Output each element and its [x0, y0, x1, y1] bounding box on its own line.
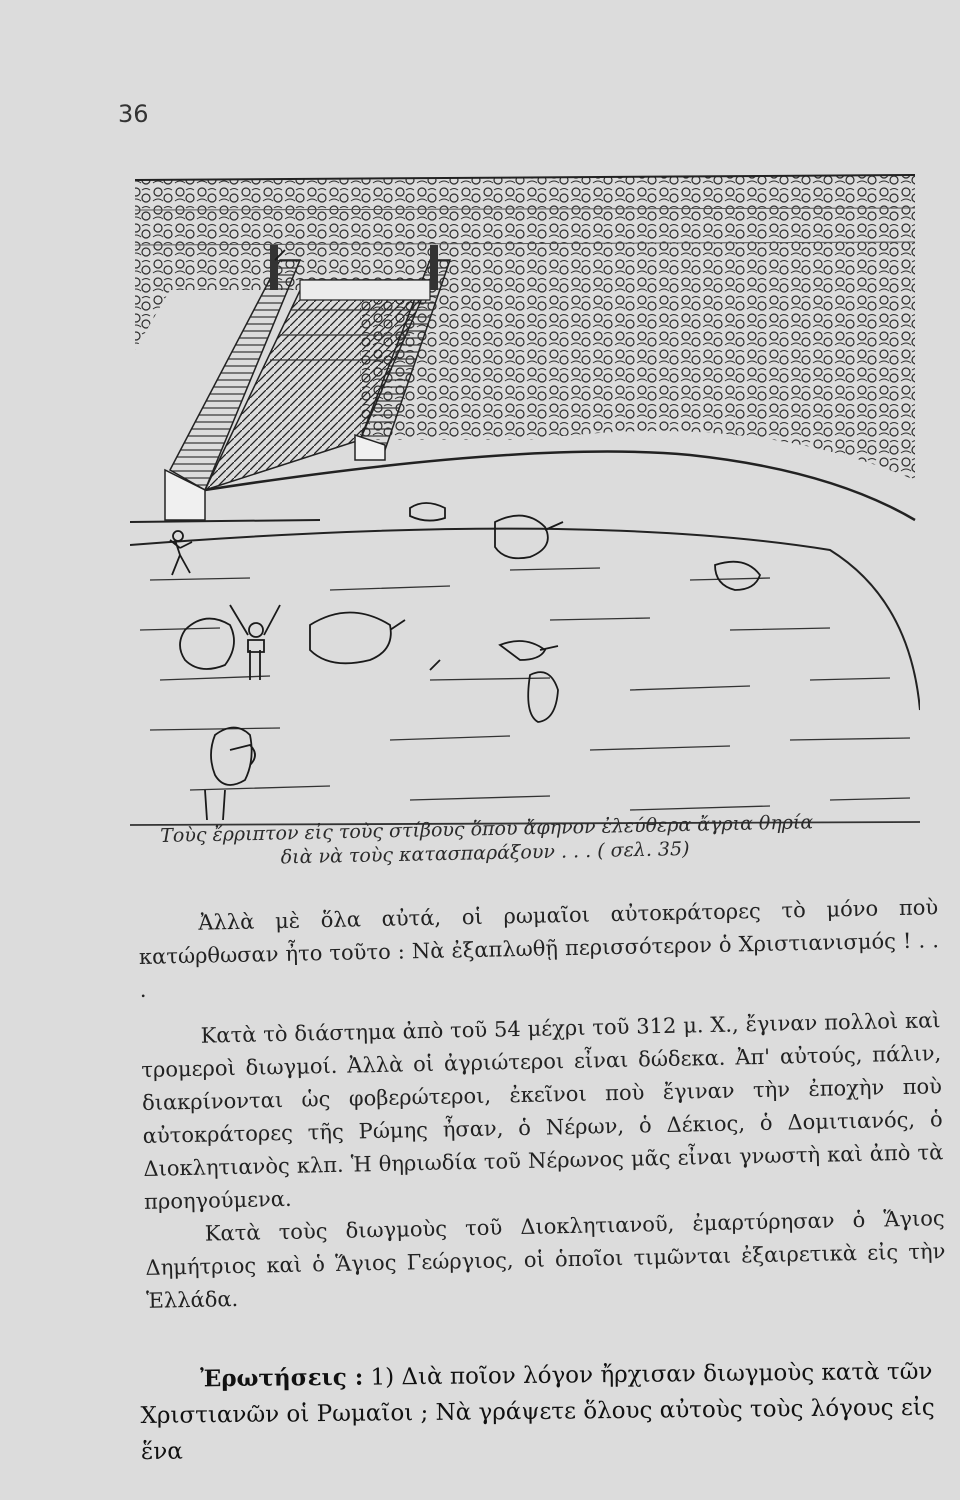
- paragraph-2: Κατὰ τὸ διάστημα ἀπὸ τοῦ 54 μέχρι τοῦ 312 μ. Χ., ἔγιναν πολλοὶ καὶ τρομεροὶ διωγμοί. Ἀλλὰ οἱ ἀγριώτεροι εἶναι δώδεκα. Ἀπ' αὐτούς, πάλιν, διακρίνονται ὡς φοβερώτεροι, ἐκεῖνοι ποὺ ἔγιναν τὴν ἐποχὴν ποὺ αὐτοκράτορες τῆς Ρώμης ἦσαν, ὁ Νέρων, ὁ Δέκιος, ὁ Δομιτιανός, ὁ Διοκλητιανὸς κλπ. Ἡ θηριωδία τοῦ Νέρωνος μᾶς εἶναι γνωστὴ καὶ ἀπὸ τὰ προηγούμενα.: [141, 1008, 944, 1214]
- body-text: [138, 891, 946, 1318]
- arena-illustration: [130, 150, 920, 840]
- questions-section: [140, 1353, 960, 1470]
- question-1: 1) Διὰ ποῖον λόγον ἤρχισαν διωγμοὺς κατὰ τῶν Χριστιανῶν οἱ Ρωμαῖοι ; Νὰ γράψετε ὅλους αὐτοὺς τοὺς λόγους εἰς ἕνα: [140, 1358, 935, 1465]
- arena-floor: [130, 568, 920, 825]
- caption-line-2: διὰ νὰ τοὺς κατασπαράξουν . . . ( σελ. 35): [280, 837, 690, 869]
- arena-wall: [130, 452, 920, 710]
- paragraph-3: Κατὰ τοὺς διωγμοὺς τοῦ Διοκλητιανοῦ, ἐμαρτύρησαν ὁ Ἅγιος Δημήτριος καὶ ὁ Ἅγιος Γεώργιος, οἱ ὁποῖοι τιμῶνται ἐξαιρετικὰ εἰς τὴν Ἑλλάδα.: [145, 1206, 946, 1313]
- paragraph-1: Ἀλλὰ μὲ ὅλα αὐτά, οἱ ρωμαῖοι αὐτοκράτορες τὸ μόνο ποὺ κατώρθωσαν ἦτο τοῦτο : Νὰ ἐξαπλωθῇ περισσότερον ὁ Χριστιανισμός ! . . .: [138, 895, 940, 1002]
- page-number: 36: [118, 100, 149, 128]
- caption-line-1: Τοὺς ἔρριπτον εἰς τοὺς στίβους ὅπου ἄφηνον ἐλεύθερα ἄγρια θηρία: [160, 811, 814, 847]
- questions-label: Ἐρωτήσεις :: [200, 1363, 364, 1393]
